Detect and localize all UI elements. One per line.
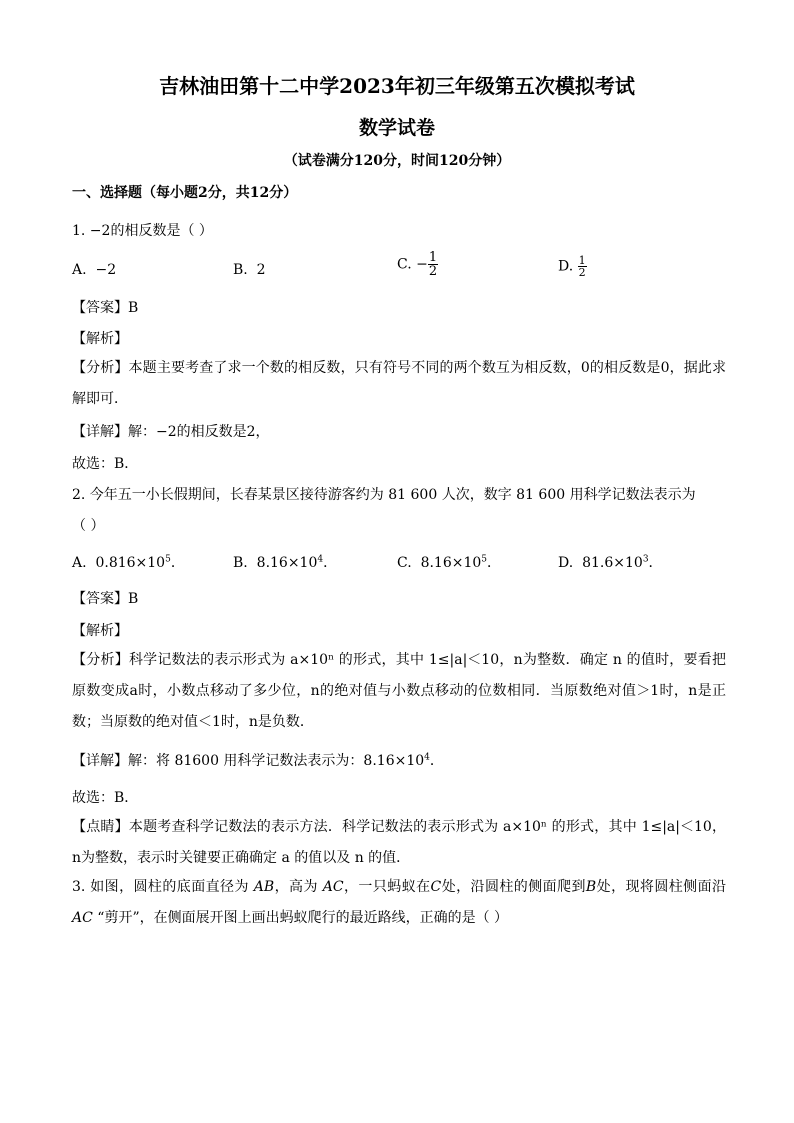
q2-fenxi-tag: 【分析】 xyxy=(72,652,129,668)
q2-dianjing xyxy=(72,812,726,874)
q2-option-c xyxy=(397,552,501,572)
q3-stem-part6: “剪开”，在侧面展开图上画出蚂蚁爬行的最近路线，正确的是（ ） xyxy=(97,910,509,926)
q3-stem-part5: 处，现将圆柱侧面沿 xyxy=(596,879,727,895)
q1-option-c-sign: − xyxy=(416,256,428,273)
exam-subtitle: 数学试卷 xyxy=(358,117,435,139)
q2-option-a-exponent: 5 xyxy=(165,554,171,565)
exam-title: 吉林油田第十二中学2023年初三年级第五次模拟考试 xyxy=(159,74,635,98)
q1-detail-text: 解：−2的相反数是2， xyxy=(128,424,270,440)
q1-option-c-numerator: 1 xyxy=(428,250,438,265)
q1-answer-tag: 【答案】 xyxy=(72,300,128,316)
q1-option-d-denominator: 2 xyxy=(578,266,586,279)
q2-dianjing-tag: 【点睛】 xyxy=(72,819,129,835)
q3-var-ac-2: AC xyxy=(72,910,93,926)
q2-option-a xyxy=(72,552,185,572)
q2-stem-line2: （ ） xyxy=(72,518,105,534)
q1-analysis-tag: 【解析】 xyxy=(72,331,128,347)
q2-detail xyxy=(72,750,444,770)
q3-stem-part4: 处，沿圆柱的侧面爬到 xyxy=(441,879,586,895)
q2-option-a-end: ． xyxy=(170,555,185,571)
q2-fenxi xyxy=(72,645,726,738)
q3-var-b: B xyxy=(585,879,597,895)
q1-option-c-fraction xyxy=(428,251,438,278)
q2-option-d xyxy=(558,552,663,572)
q3-var-ac: AC xyxy=(322,879,344,895)
q2-choose: 故选：B． xyxy=(72,790,139,806)
q1-option-d-label: D. xyxy=(558,258,574,275)
q1-option-d-numerator: 1 xyxy=(578,254,586,267)
q1-option-a-label: A. xyxy=(72,262,87,278)
q2-option-b-exponent: 4 xyxy=(317,554,324,565)
q1-answer xyxy=(72,297,138,317)
q1-fenxi-text: 本题主要考查了求一个数的相反数，只有符号不同的两个数互为相反数，0的相反数是0，据此求解即可． xyxy=(72,360,727,407)
q3-var-c: C xyxy=(430,879,442,895)
q2-option-b xyxy=(233,552,337,572)
q1-option-d xyxy=(558,255,587,278)
q1-option-c xyxy=(397,251,438,278)
q1-fenxi-tag: 【分析】 xyxy=(72,360,129,376)
q1-option-b-value: 2 xyxy=(256,262,266,278)
q1-option-b xyxy=(233,262,266,278)
q2-analysis-tag: 【解析】 xyxy=(72,623,128,639)
q1-answer-value: B xyxy=(128,300,139,316)
q1-option-a-value: −2 xyxy=(95,262,117,278)
q1-option-d-fraction xyxy=(578,255,587,278)
q2-answer xyxy=(72,588,138,608)
q2-answer-value: B xyxy=(128,591,139,607)
q1-option-b-label: B. xyxy=(233,262,248,278)
q2-option-c-base: 8.16×10 xyxy=(420,555,482,571)
q2-option-a-base: 0.816×10 xyxy=(95,555,166,571)
q1-option-a xyxy=(72,262,116,278)
q3-stem-part2: ，高为 xyxy=(274,879,318,895)
q2-option-d-base: 81.6×10 xyxy=(582,555,643,571)
q1-choose: 故选：B． xyxy=(72,456,139,472)
q1-detail xyxy=(72,421,270,441)
q2-option-d-label: D. xyxy=(558,555,574,571)
q2-stem-line1: 2. 今年五一小长假期间，长春某景区接待游客约为 81 600 人次，数字 81 600 用科学记数法表示为 xyxy=(72,487,696,503)
q2-option-c-end: ． xyxy=(487,555,502,571)
q2-option-c-exponent: 5 xyxy=(481,554,488,565)
q1-stem: 1. −2的相反数是（ ） xyxy=(72,223,213,239)
q3-stem-part1: 3. 如图，圆柱的底面直径为 xyxy=(72,879,249,895)
q2-option-b-label: B. xyxy=(233,555,248,571)
q3-stem xyxy=(72,872,726,934)
q2-answer-tag: 【答案】 xyxy=(72,591,128,607)
q1-fenxi xyxy=(72,353,726,415)
q2-detail-end: ． xyxy=(429,753,444,769)
q2-option-a-label: A. xyxy=(72,555,87,571)
section-heading: 一、选择题（每小题2分，共12分） xyxy=(72,185,298,201)
q2-detail-tag: 【详解】 xyxy=(72,753,128,769)
exam-note: （试卷满分120分，时间120分钟） xyxy=(283,153,511,169)
q2-detail-exponent: 4 xyxy=(424,752,430,763)
q2-option-b-end: ． xyxy=(323,555,338,571)
q2-dianjing-text: 本题考查科学记数法的表示方法．科学记数法的表示形式为 a×10ⁿ 的形式，其中 1≤|a|＜10，n为整数，表示时关键要正确确定 a 的值以及 n 的值． xyxy=(72,819,727,866)
q2-detail-pre: 解：将 81600 用科学记数法表示为：8.16×10 xyxy=(128,753,425,769)
q1-detail-tag: 【详解】 xyxy=(72,424,128,440)
q1-option-c-denominator: 2 xyxy=(428,264,438,279)
q3-stem-part3: ，一只蚂蚁在 xyxy=(343,879,431,895)
q3-var-ab: AB xyxy=(253,879,275,895)
q1-option-c-label: C. xyxy=(397,256,412,273)
q2-option-d-end: ． xyxy=(648,555,663,571)
q2-option-b-base: 8.16×10 xyxy=(256,555,318,571)
q2-option-c-label: C. xyxy=(397,555,412,571)
q2-option-d-exponent: 3 xyxy=(642,554,649,565)
q2-fenxi-text: 科学记数法的表示形式为 a×10ⁿ 的形式，其中 1≤|a|＜10，n为整数．确定 n 的值时，要看把原数变成a时，小数点移动了多少位，n的绝对值与小数点移动的位数相同．当原数绝对值＞1时，n是正数；当原数的绝对值＜1时，n是负数． xyxy=(72,652,727,730)
